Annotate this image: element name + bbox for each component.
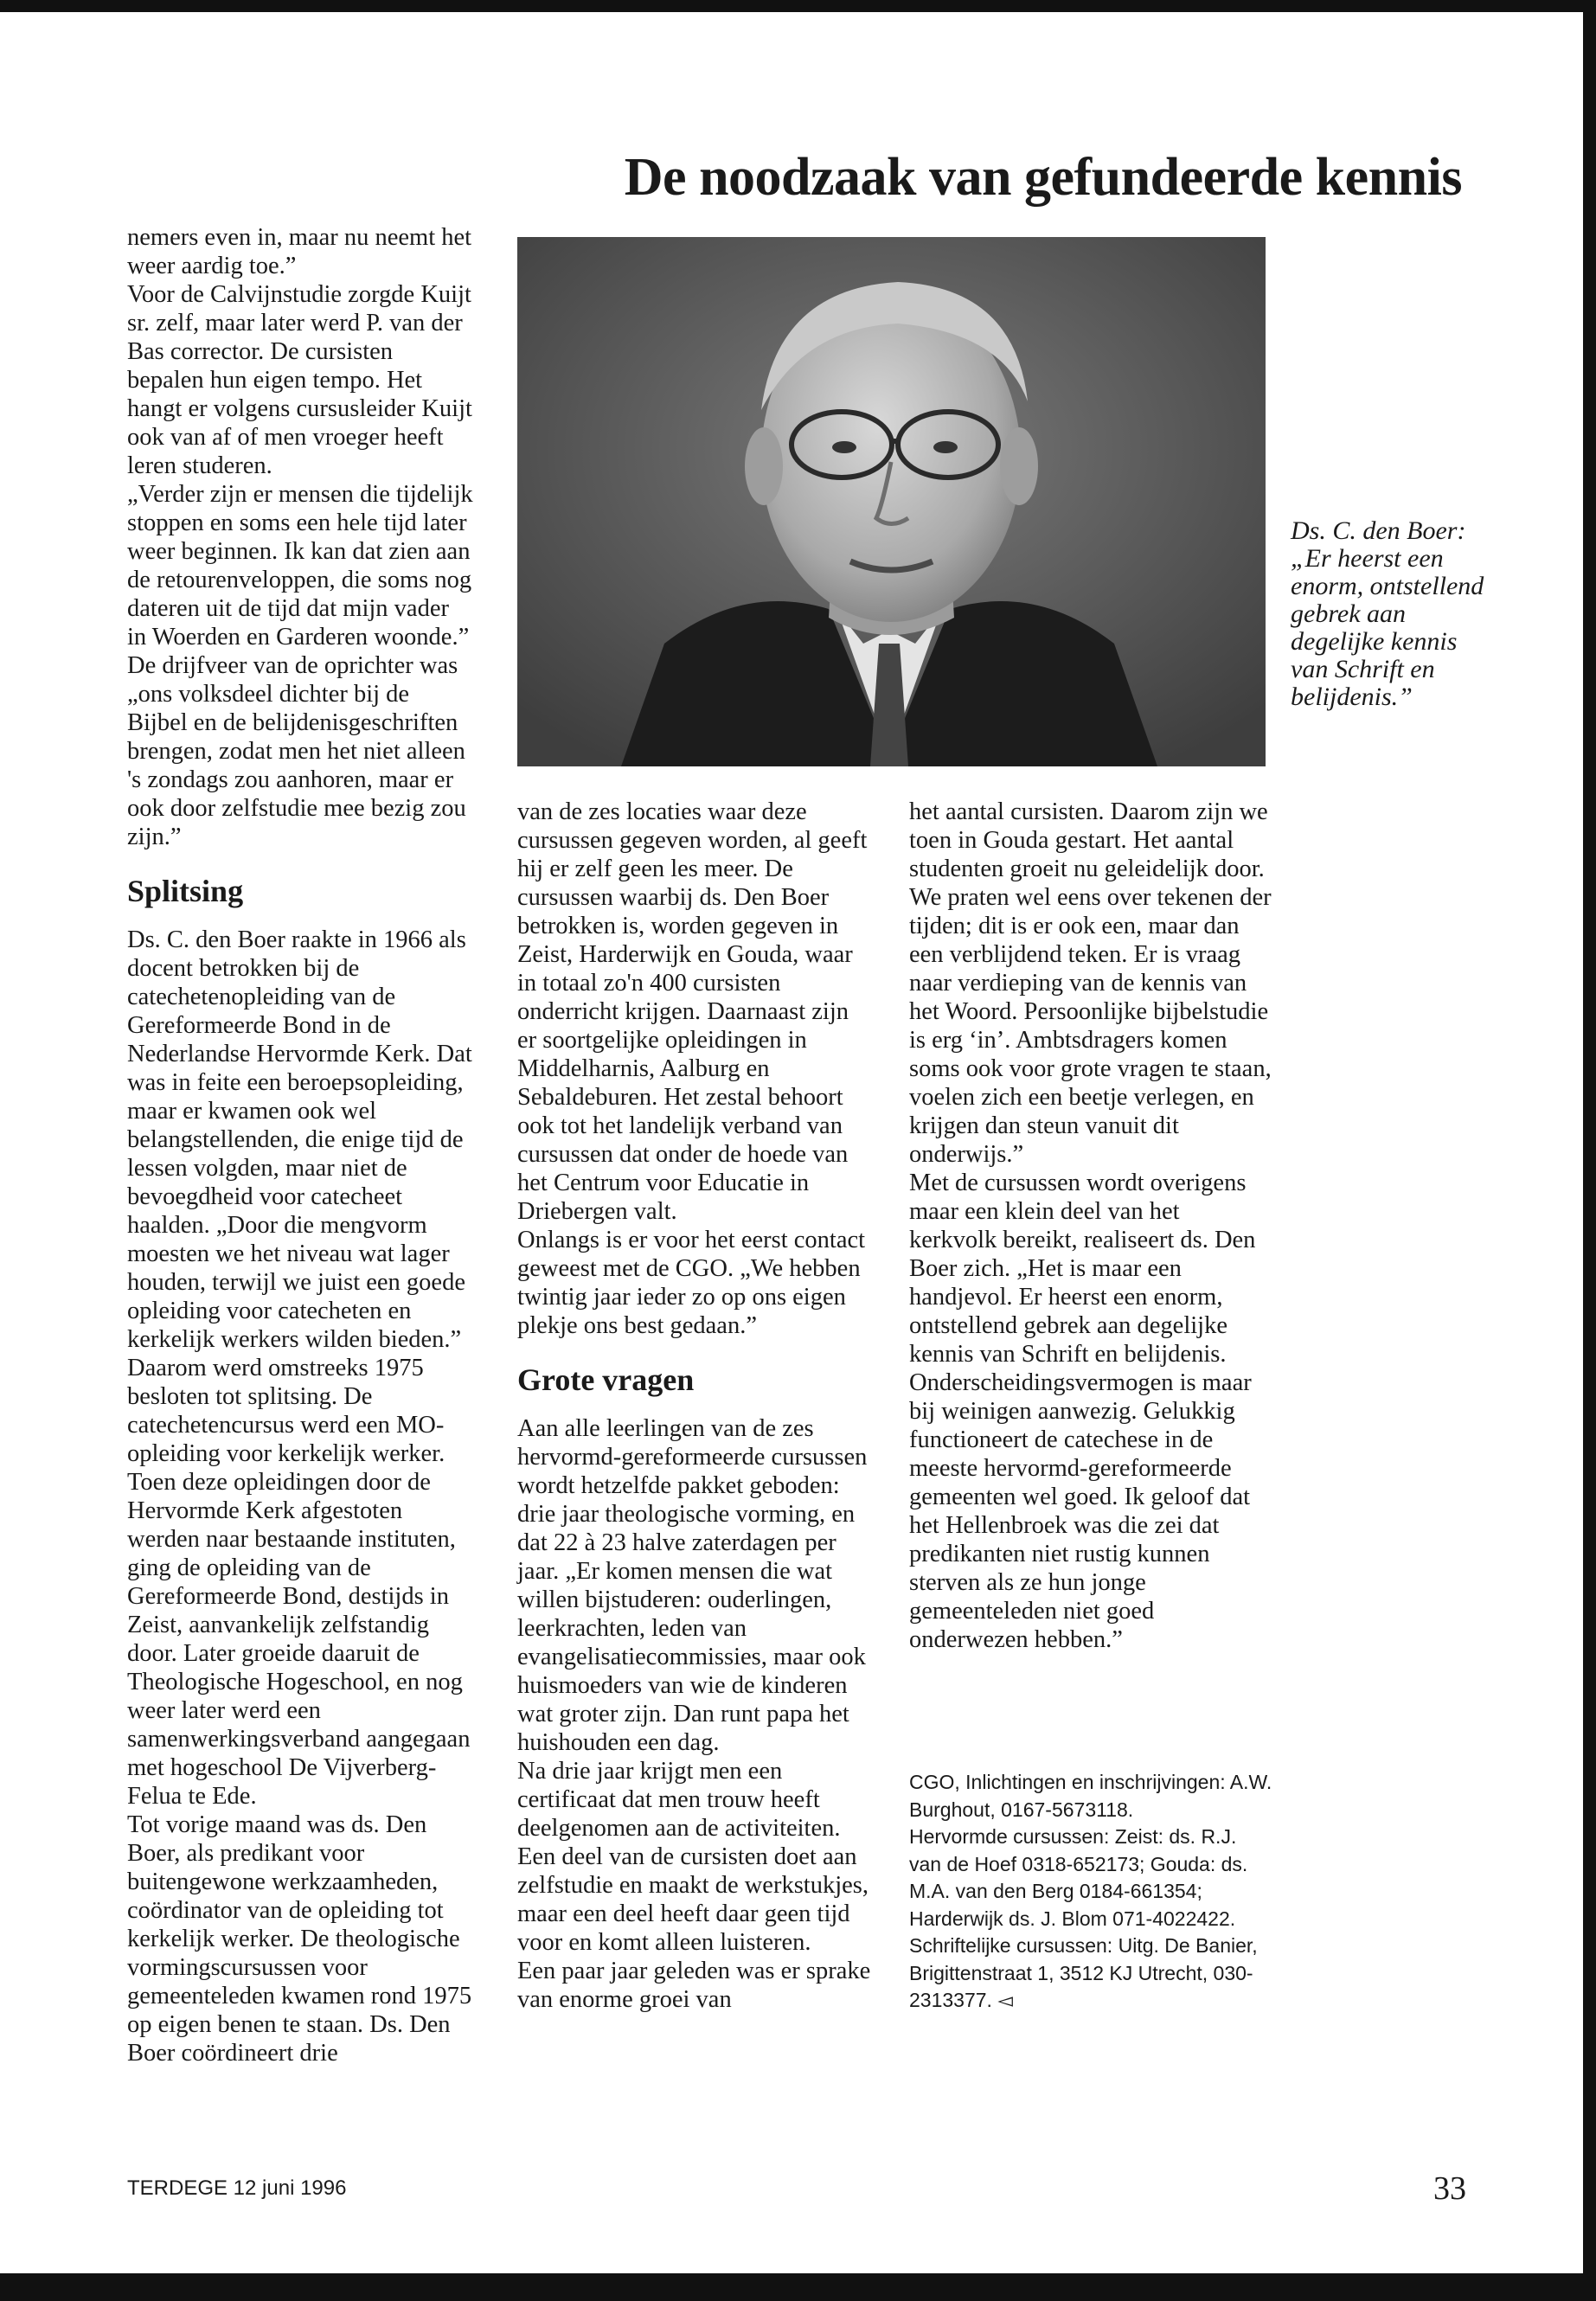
- paragraph: Onlangs is er voor het eerst contact geweest met de CGO. „We hebben twintig jaar ieder zo op ons eigen plekje ons best gedaan.”: [517, 1227, 866, 1339]
- paragraph: Aan alle leerlingen van de zes hervormd-gereformeerde cursussen wordt hetzelfde pakket geboden: drie jaar theologische vorming, en dat 22 à 23 halve zaterdagen per jaar. „Er komen mensen die wat willen bijstuderen: ouderlingen, leerkrachten, leden van evangelisatiecommissies, maar ook huismoeders van wie de kinderen wat groter zijn. Dan runt papa het huishouden een dag.: [517, 1415, 868, 1756]
- page-number: 33: [1433, 2170, 1466, 2207]
- info-line: CGO, Inlichtingen en inschrijvingen: A.W. Burghout, 0167-5673118.: [909, 1771, 1272, 1821]
- paragraph: Met de cursussen wordt overigens maar een klein deel van het kerkvolk bereikt, realiseert ds. Den Boer zich. „Het is maar een handjevol. Er heerst een enorm, ontstellend gebrek aan degelijke kennis van Schrift en belijdenis. Onderscheidingsvermogen is maar bij weinigen aanwezig. Gelukkig functioneert de catechese in de meeste hervormd-gereformeerde gemeenten wel goed. Ik geloof dat het Hellenbroek was die zei dat predikanten niet rustig kunnen sterven als ze hun jonge gemeenteleden niet goed onderwezen hebben.”: [909, 1170, 1256, 1653]
- paragraph: Een paar jaar geleden was er sprake van enorme groei van: [517, 1958, 871, 2013]
- portrait-photo: [517, 237, 1266, 766]
- article-column-1: [127, 223, 473, 2067]
- paragraph: Voor de Calvijnstudie zorgde Kuijt sr. zelf, maar later werd P. van der Bas corrector. De cursisten bepalen hun eigen tempo. Het hangt er volgens cursusleider Kuijt ook van af of men vroeger heeft leren studeren.: [127, 281, 472, 479]
- article-column-2: [517, 798, 872, 2014]
- paragraph: Ds. C. den Boer raakte in 1966 als docent betrokken bij de catechetenopleiding van de Gereformeerde Bond in de Nederlandse Hervormde Kerk. Dat was in feite een beroepsopleiding, maar er kwamen ook wel belangstellenden, die enige tijd de lessen volgden, maar niet de bevoegdheid voor catecheet haalden. „Door die mengvorm moesten we het niveau wat lager houden, terwijl we juist een goede opleiding voor catecheten en kerkelijk werkers wilden bieden.”: [127, 926, 472, 1353]
- info-box: [909, 1769, 1272, 2015]
- footer-publication: TERDEGE 12 juni 1996: [127, 2176, 347, 2200]
- photo-caption: Ds. C. den Boer: „Er heerst een enorm, ontstellend gebrek aan degelijke kennis van Schrift en belijdenis.”: [1291, 516, 1484, 711]
- subheading-grote-vragen: Grote vragen: [517, 1362, 695, 1397]
- paragraph: „Verder zijn er mensen die tijdelijk stoppen en soms een hele tijd later weer beginnen. Ik kan dat zien aan de retourenveloppen, die soms nog dateren uit de tijd dat mijn vader in Woerden en Garderen woonde.”: [127, 481, 473, 651]
- subheading-splitsing: Splitsing: [127, 874, 244, 908]
- paragraph: van de zes locaties waar deze cursussen gegeven worden, al geeft hij er zelf geen les meer. De cursussen waarbij ds. Den Boer betrokken is, worden gegeven in Zeist, Harderwijk en Gouda, waar in totaal zo'n 400 cursisten onderricht krijgen. Daarnaast zijn er soortgelijke opleidingen in Middelharnis, Aalburg en Sebaldeburen. Het zestal behoort ook tot het landelijk verband van cursussen dat onder de hoede van het Centrum voor Educatie in Driebergen valt.: [517, 798, 868, 1225]
- paragraph: Tot vorige maand was ds. Den Boer, als predikant voor buitengewone werkzaamheden, coördinator van de opleiding tot kerkelijk werker. De theologische vormingscursussen voor gemeenteleden kwamen rond 1975 op eigen benen te staan. Ds. Den Boer coördineert drie: [127, 1811, 472, 2067]
- paragraph: Daarom werd omstreeks 1975 besloten tot splitsing. De catechetencursus werd een MO-opleiding voor kerkelijk werker. Toen deze opleidingen door de Hervormde Kerk afgestoten werden naar bestaande instituten, ging de opleiding van de Gereformeerde Bond, destijds in Zeist, aanvankelijk zelfstandig door. Later groeide daaruit de Theologische Hogeschool, en nog weer later werd een samenwerkingsverband aangegaan met hogeschool De Vijverberg-Felua te Ede.: [127, 1355, 471, 1810]
- paragraph: het aantal cursisten. Daarom zijn we toen in Gouda gestart. Het aantal studenten groeit nu geleidelijk door. We praten wel eens over tekenen der tijden; dit is er ook een, maar dan een verblijdend teken. Er is vraag naar verdieping van de kennis van het Woord. Persoonlijke bijbelstudie is erg ‘in’. Ambtsdragers komen soms ook voor grote vragen te staan, voelen zich een beetje verlegen, en krijgen dan steun vanuit dit onderwijs.”: [909, 798, 1272, 1168]
- page-edge: [1583, 0, 1596, 2301]
- info-line: Schriftelijke cursussen: Uitg. De Banier, Brigittenstraat 1, 3512 KJ Utrecht, 030-2313377. ◅: [909, 1934, 1258, 2011]
- top-rule: [0, 0, 1596, 12]
- paragraph: Na drie jaar krijgt men een certificaat dat men trouw heeft deelgenomen aan de activiteiten. Een deel van de cursisten doet aan zelfstudie en maakt de werkstukjes, maar een deel heeft daar geen tijd voor en komt alleen luisteren.: [517, 1758, 869, 1956]
- article-headline: De noodzaak van gefundeerde kennis: [624, 147, 1462, 207]
- info-line: Hervormde cursussen: Zeist: ds. R.J. van de Hoef 0318-652173; Gouda: ds. M.A. van den Berg 0184-661354; Harderwijk ds. J. Blom 071-4022422.: [909, 1825, 1248, 1930]
- article-column-3: [909, 798, 1272, 1654]
- paragraph: nemers even in, maar nu neemt het weer aardig toe.”: [127, 224, 472, 279]
- portrait-illustration: [517, 237, 1266, 766]
- bottom-band: [0, 2273, 1596, 2301]
- paragraph: De drijfveer van de oprichter was „ons volksdeel dichter bij de Bijbel en de belijdenisgeschriften brengen, zodat men het niet alleen 's zondags zou aanhoren, maar er ook door zelfstudie mee bezig zou zijn.”: [127, 652, 466, 850]
